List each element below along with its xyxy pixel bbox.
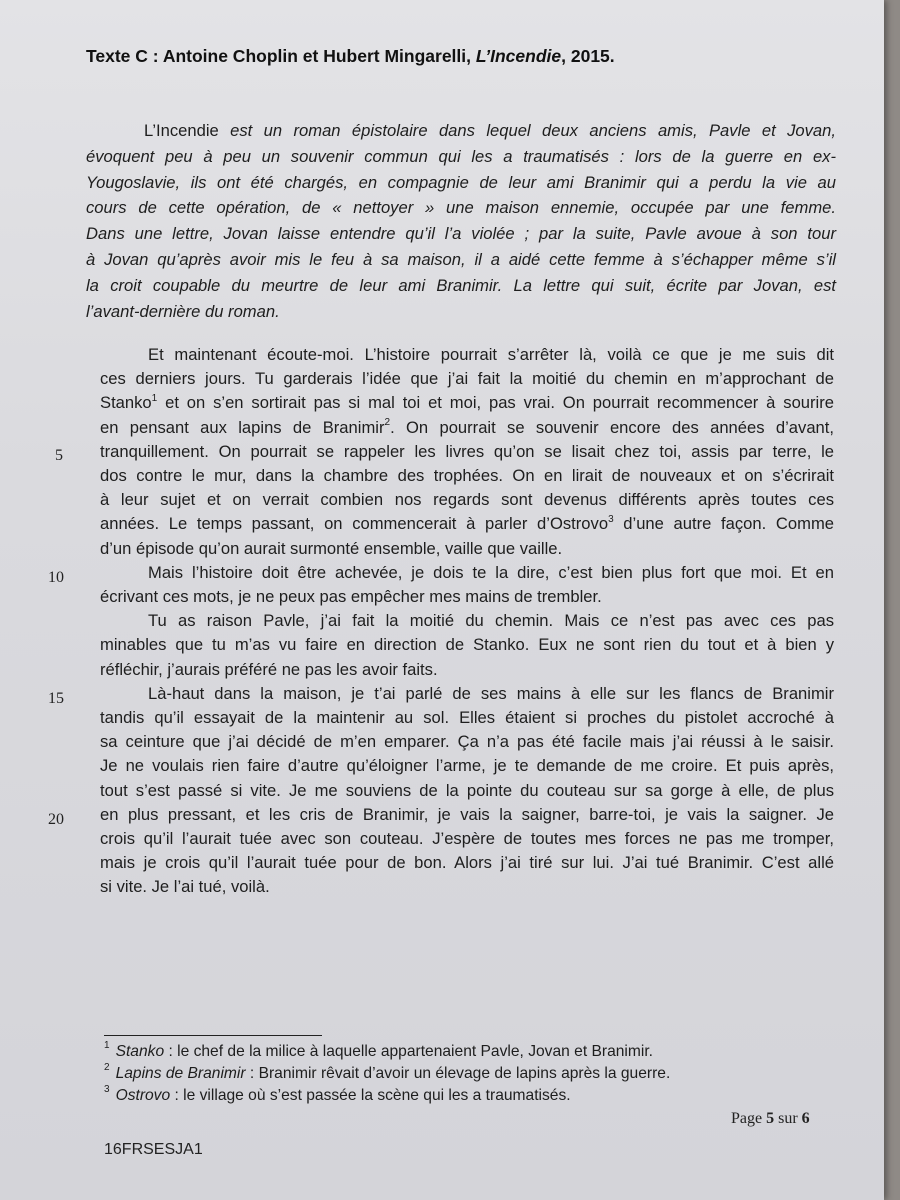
footnote-text: : le village où s’est passée la scène qui les a traumatisés.	[170, 1087, 571, 1104]
text-line	[100, 391, 834, 415]
intro-line: l’avant-dernière du roman.	[86, 301, 280, 321]
text-line: en plus pressant, et les cris de Branimir, je vais la saigner, barre-toi, je vais la saigner. Je	[100, 804, 834, 824]
title-year: , 2015.	[561, 46, 615, 66]
text-line: sa ceinture que j’ai décidé de m’en emparer. Ça n’a pas été facile mais j’ai réussi à le saisir.	[100, 732, 834, 752]
footnote-ref: 3	[608, 513, 614, 525]
intro-line: à Jovan qu’après avoir mis le feu à sa maison, il a aidé cette femme à s’échapper même s’il	[86, 249, 836, 269]
text-segment: années. Le temps passant, on commencerait à parler d’Ostrovo	[100, 514, 609, 534]
line-number: 5	[55, 447, 63, 464]
line-number: 15	[48, 690, 64, 707]
text-line: tout s’est passé si vite. Je me souviens de la pointe du couteau sur sa gorge à elle, de plus	[100, 780, 834, 800]
text-line: si vite. Je l’ai tué, voilà.	[100, 877, 270, 897]
text-line: tranquillement. On pourrait se rappeler les livres qu’on se lisait chez toi, assis par terre, le	[100, 441, 834, 461]
text-segment: . On pourrait se souvenir encore des années d’avant,	[390, 417, 834, 437]
intro-line: évoquent peu à peu un souvenir commun qui les a traumatisés : lors de la guerre en ex-	[86, 146, 836, 166]
text-line	[100, 416, 834, 440]
footnotes	[104, 1041, 824, 1107]
page-sep: sur	[778, 1110, 798, 1127]
intro-line: la croit coupable du meurtre de leur ami Branimir. La lettre qui suit, écrite par Jovan, est	[86, 275, 836, 295]
footnote-number: 2	[104, 1061, 110, 1073]
intro-paragraph	[86, 118, 836, 324]
footnote-text: : le chef de la milice à laquelle appartenaient Pavle, Jovan et Branimir.	[164, 1043, 654, 1060]
footnote-term: Ostrovo	[115, 1087, 171, 1104]
page-number	[731, 1110, 810, 1128]
intro-line	[86, 118, 836, 144]
text-line: à leur sujet et on verrait combien nos regards sont devenus différents après toutes ces	[100, 490, 834, 510]
text-line: crois qu’il l’aurait tuée avec son couteau. J’espère de toutes mes forces ne pas me tromper,	[100, 829, 834, 849]
text-line: réfléchir, j’aurais préféré ne pas les avoir faits.	[100, 659, 438, 679]
footnote-number: 1	[104, 1039, 110, 1051]
footnote	[104, 1041, 824, 1063]
title-authors: Texte C : Antoine Choplin et Hubert Mingarelli,	[86, 46, 476, 66]
text-segment: en pensant aux lapins de Branimir	[100, 417, 385, 437]
page-label: Page	[731, 1110, 763, 1127]
letter-text	[100, 343, 834, 900]
footnote-text: : Branimir rêvait d’avoir un élevage de lapins après la guerre.	[245, 1065, 671, 1082]
footnote-term: Lapins de Branimir	[115, 1065, 246, 1082]
text-line: d’un épisode qu’on aurait surmonté ensemble, vaille que vaille.	[100, 538, 563, 558]
text-line: Et maintenant écoute-moi. L’histoire pourrait s’arrêter là, voilà ce que je me suis dit	[148, 345, 834, 364]
text-line: Tu as raison Pavle, j’ai fait la moitié du chemin. Mais ce n’est pas avec ces pas	[148, 611, 834, 631]
text-segment: Stanko	[100, 393, 152, 413]
footnote-ref: 1	[151, 392, 158, 404]
line-number: 10	[48, 569, 64, 586]
intro-book-title: L’Incendie	[144, 121, 219, 140]
intro-line: Dans une lettre, Jovan laisse entendre qu’il l’a violée ; par la suite, Pavle avoue à son tour	[86, 224, 836, 244]
intro-line-text: est un roman épistolaire dans lequel deux anciens amis, Pavle et Jovan,	[218, 121, 836, 140]
text-line: dos contre le mur, dans la chambre des trophées. On en lirait de nouveaux et on s’écrirait	[100, 466, 834, 486]
text-line: ces derniers jours. Tu garderais l’idée que j’ai fait la moitié du chemin en m’approchant de	[100, 369, 834, 389]
text-segment: et on s’en sortirait pas si mal toi et moi, pas vrai. On pourrait recommencer à sourire	[157, 393, 834, 413]
footnote-term: Stanko	[115, 1043, 165, 1060]
page-current: 5	[766, 1110, 775, 1127]
text-title	[86, 46, 615, 67]
document-code: 16FRSESJA1	[104, 1141, 203, 1158]
footnote	[104, 1063, 824, 1085]
intro-line: cours de cette opération, de « nettoyer » une maison ennemie, occupée par une femme.	[86, 198, 836, 218]
intro-line: Yougoslavie, ils ont été chargés, en compagnie de leur ami Branimir qui a perdu la vie au	[86, 172, 836, 192]
text-segment: d’une autre façon. Comme	[613, 514, 834, 534]
page-total: 6	[801, 1110, 810, 1127]
footnote	[104, 1085, 824, 1107]
line-number: 20	[48, 811, 64, 828]
text-line: tandis qu’il essayait de la maintenir au sol. Elles étaient si proches du pistolet accroché à	[100, 708, 834, 728]
text-line: Je ne voulais rien faire d’autre qu’éloigner l’arme, je te demande de me croire. Et puis après,	[100, 756, 834, 776]
text-line: écrivant ces mots, je ne peux pas empêcher mes mains de trembler.	[100, 587, 602, 607]
text-line	[100, 512, 834, 536]
text-line: minables que tu m’as vu faire en direction de Stanko. Eux ne sont rien du tout et à bien y	[100, 635, 834, 655]
footnote-divider	[104, 1035, 322, 1036]
footnote-ref: 2	[384, 417, 391, 429]
text-line: Là-haut dans la maison, je t’ai parlé de ses mains à elle sur les flancs de Branimir	[148, 683, 834, 703]
text-line: Mais l’histoire doit être achevée, je dois te la dire, c’est bien plus fort que moi. Et en	[148, 562, 834, 582]
text-line: mais je crois qu’il l’aurait tuée pour de bon. Alors j’ai tiré sur lui. J’ai tué Branimir. C’est allé	[100, 853, 834, 873]
footnote-number: 3	[104, 1083, 110, 1095]
title-book: L’Incendie	[475, 46, 562, 66]
